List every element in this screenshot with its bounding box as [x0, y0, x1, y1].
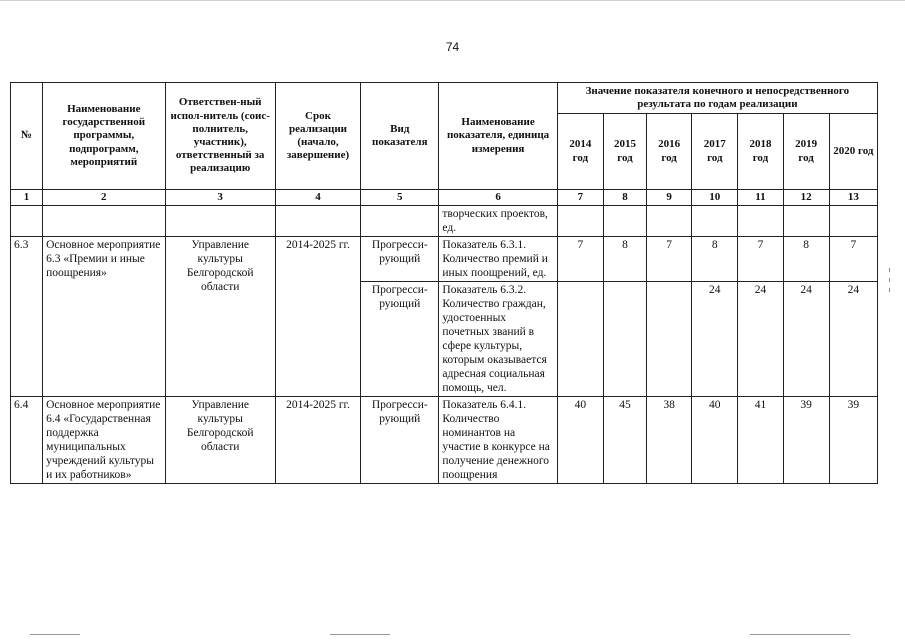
row-number: 6.4 [11, 397, 43, 484]
indicator-value-2014: 7 [557, 237, 603, 282]
responsible-executor: Управление культуры Белгородской области [165, 237, 275, 397]
column-number: 1 [11, 190, 43, 206]
indicator-value-2015 [603, 282, 646, 397]
indicator-value-2015: 45 [603, 397, 646, 484]
scan-margin-marks [889, 268, 891, 308]
column-number: 3 [165, 190, 275, 206]
column-number: 6 [439, 190, 557, 206]
header-year: 2019 год [783, 114, 829, 190]
indicator-value-2019: 8 [783, 237, 829, 282]
responsible-executor: Управление культуры Белгородской области [165, 397, 275, 484]
indicator-value-2017: 24 [692, 282, 738, 397]
indicator-name-continuation: творческих проектов, ед. [439, 206, 557, 237]
indicator-value-2020: 39 [829, 397, 877, 484]
indicator-value-2020: 24 [829, 282, 877, 397]
indicator-name: Показатель 6.4.1. Количество номинантов на участие в конкурсе на получение денежного поощрения [439, 397, 557, 484]
row-number: 6.3 [11, 237, 43, 397]
header-values-group: Значение показателя конечного и непосредственного результата по годам реализации [557, 83, 877, 114]
header-year: 2014 год [557, 114, 603, 190]
indicator-value-2018: 41 [738, 397, 783, 484]
column-number: 8 [603, 190, 646, 206]
indicator-value-2017: 40 [692, 397, 738, 484]
header-indicator: Наименование показателя, единица измерения [439, 83, 557, 190]
column-number: 12 [783, 190, 829, 206]
header-name: Наименование государственной программы, подпрограмм, мероприятий [43, 83, 165, 190]
column-number: 13 [829, 190, 877, 206]
indicator-value-2020: 7 [829, 237, 877, 282]
header-responsible: Ответствен-ный испол-нитель (соис-полнитель, участник), ответственный за реализацию [165, 83, 275, 190]
indicator-value-2019: 24 [783, 282, 829, 397]
scan-bottom-marks [30, 634, 870, 635]
table-row [11, 206, 878, 237]
indicator-value-2018: 7 [738, 237, 783, 282]
header-kind: Вид показателя [361, 83, 439, 190]
page-number: 74 [445, 40, 460, 54]
indicator-value-2017: 8 [692, 237, 738, 282]
indicator-value-2018: 24 [738, 282, 783, 397]
implementation-term: 2014-2025 гг. [275, 397, 360, 484]
column-number: 2 [43, 190, 165, 206]
header-term: Срок реализации (начало, завершение) [275, 83, 360, 190]
indicator-value-2015: 8 [603, 237, 646, 282]
measure-name: Основное мероприятие 6.3 «Премии и иные поощрения» [43, 237, 165, 397]
header-year: 2018 год [738, 114, 783, 190]
indicator-kind: Прогресси-рующий [361, 397, 439, 484]
table-row [11, 237, 878, 282]
column-number: 4 [275, 190, 360, 206]
indicator-value-2016 [647, 282, 692, 397]
column-number: 9 [647, 190, 692, 206]
header-year: 2016 год [647, 114, 692, 190]
indicator-value-2016: 38 [647, 397, 692, 484]
column-number: 7 [557, 190, 603, 206]
header-year: 2015 год [603, 114, 646, 190]
header-year: 2017 год [692, 114, 738, 190]
indicator-name: Показатель 6.3.2. Количество граждан, удостоенных почетных званий в сфере культуры, которым оказывается адресная социальная помощь, чел. [439, 282, 557, 397]
header-year: 2020 год [829, 114, 877, 190]
column-number: 5 [361, 190, 439, 206]
table-row [11, 397, 878, 484]
column-number: 11 [738, 190, 783, 206]
indicator-value-2019: 39 [783, 397, 829, 484]
indicator-name: Показатель 6.3.1. Количество премий и иных поощрений, ед. [439, 237, 557, 282]
column-number: 10 [692, 190, 738, 206]
top-edge-line [0, 0, 905, 1]
indicator-kind: Прогресси-рующий [361, 282, 439, 397]
indicator-value-2014: 40 [557, 397, 603, 484]
header-num: № [11, 83, 43, 190]
indicator-value-2016: 7 [647, 237, 692, 282]
implementation-term: 2014-2025 гг. [275, 237, 360, 397]
indicator-value-2014 [557, 282, 603, 397]
indicator-kind: Прогресси-рующий [361, 237, 439, 282]
measure-name: Основное мероприятие 6.4 «Государственная поддержка муниципальных учреждений культуры и их работников» [43, 397, 165, 484]
program-indicators-table [10, 82, 878, 484]
